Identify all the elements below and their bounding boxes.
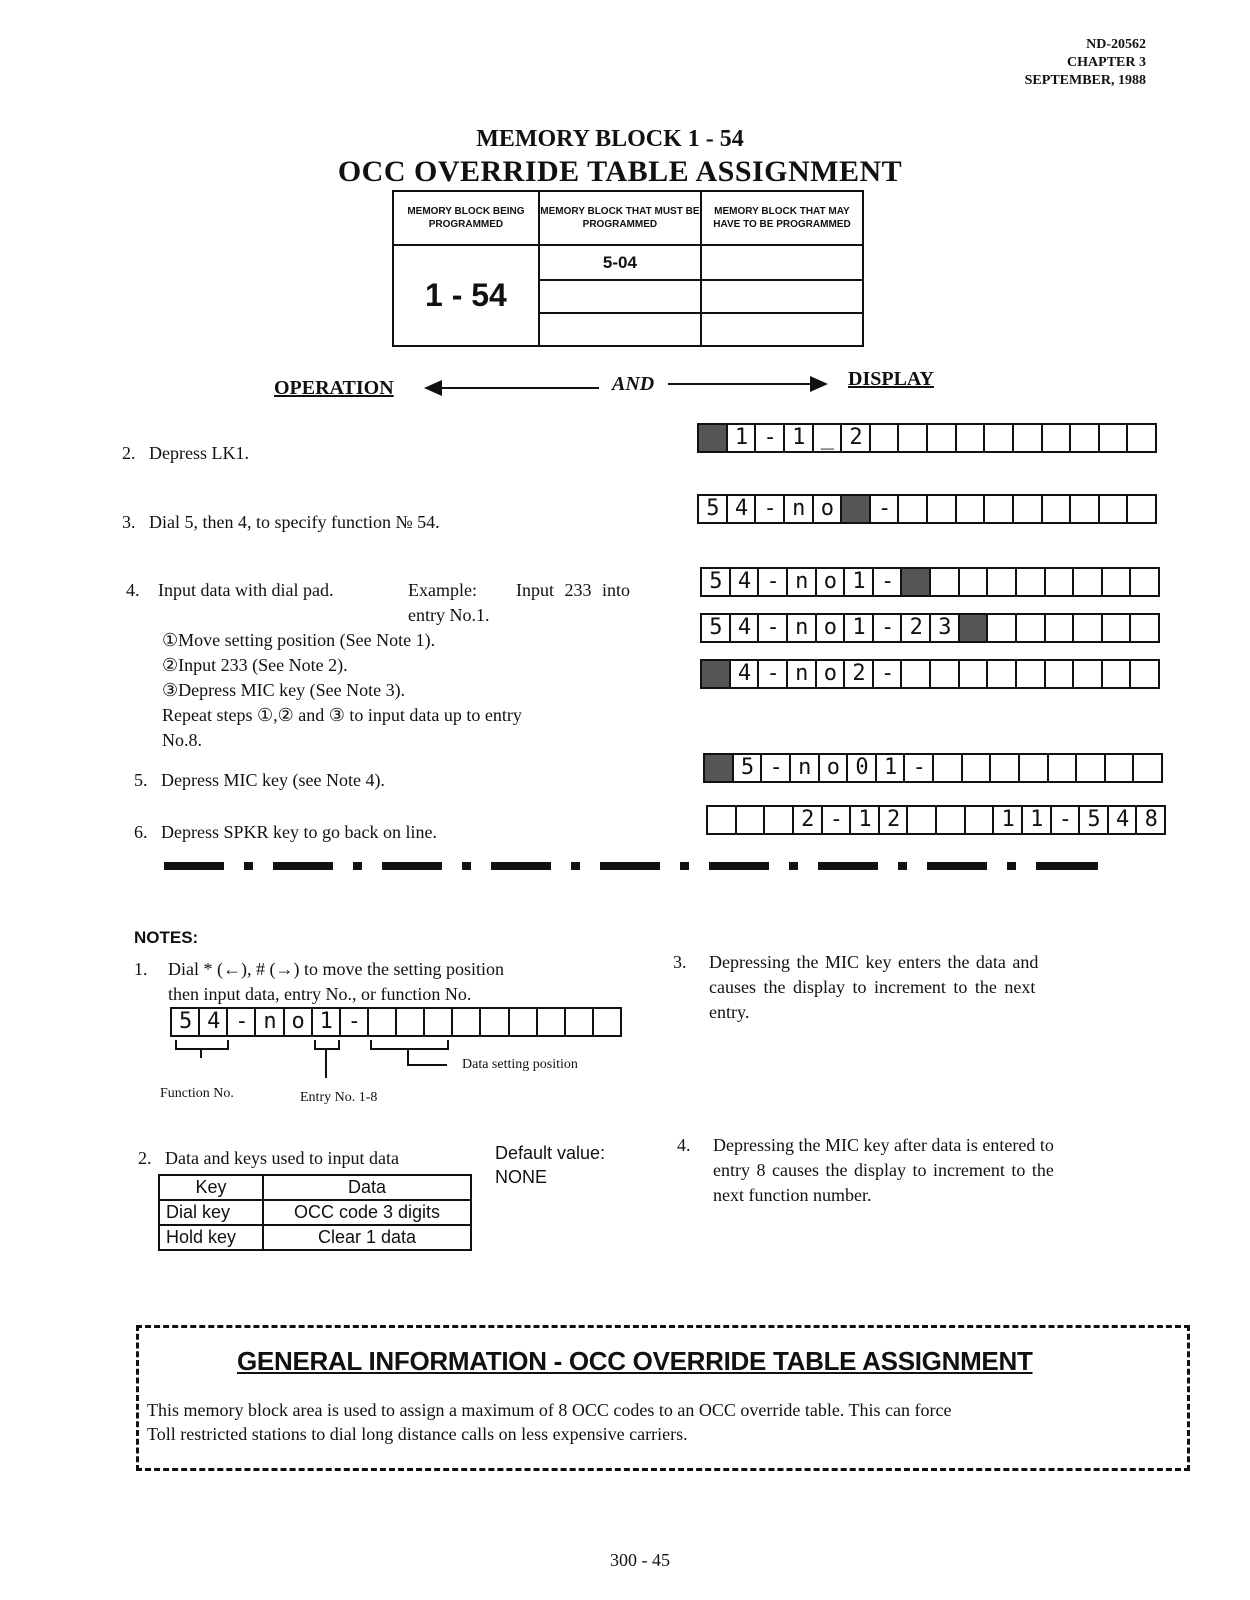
lcd-cell	[1046, 661, 1075, 687]
dash-short	[462, 862, 471, 870]
operation-label: OPERATION	[274, 377, 394, 399]
lcd-cell	[1103, 569, 1132, 595]
lcd-cell	[899, 496, 928, 522]
step-text: Dial 5, then 4, to specify function № 54.	[149, 512, 440, 532]
lcd-cell: o	[820, 755, 849, 781]
lcd-cell	[1128, 496, 1155, 522]
lcd-cell: -	[871, 496, 900, 522]
note-3	[673, 950, 1173, 1025]
lcd-cell	[928, 496, 957, 522]
lcd-display-step-4a	[700, 567, 1160, 597]
lcd-cell	[1071, 496, 1100, 522]
lcd-cell	[1100, 425, 1129, 451]
lcd-cell: 1	[1023, 807, 1052, 833]
step-text: Depress SPKR key to go back on line.	[161, 822, 437, 842]
step-text: Depress LK1.	[149, 443, 249, 463]
lcd-cell	[1131, 569, 1158, 595]
lcd-cell	[1014, 425, 1043, 451]
note-number: 4.	[677, 1135, 691, 1155]
key-header: Key	[159, 1175, 263, 1200]
col-being-programmed: MEMORY BLOCK BEING PROGRAMMED	[393, 191, 539, 245]
lcd-cell	[453, 1009, 481, 1035]
lcd-cell: n	[788, 661, 817, 687]
lcd-cell	[705, 755, 734, 781]
lcd-cell: 5	[1080, 807, 1109, 833]
note-3-line-1: Depressing the MIC key enters the data and	[709, 952, 1039, 972]
lcd-cell: 5	[702, 569, 731, 595]
left-arrow	[424, 387, 599, 389]
table-row	[159, 1200, 471, 1225]
function-bracket	[175, 1040, 229, 1050]
lcd-cell	[931, 661, 960, 687]
note-number: 2.	[138, 1148, 152, 1168]
lcd-cell: 4	[728, 496, 757, 522]
lcd-display-step-4b	[700, 613, 1160, 643]
lcd-cell: 3	[931, 615, 960, 641]
lcd-display-step-5	[703, 753, 1163, 783]
lcd-cell: 2	[842, 425, 871, 451]
notes-heading: NOTES:	[134, 928, 199, 947]
lcd-cell: -	[759, 569, 788, 595]
key-cell: Hold key	[159, 1225, 263, 1250]
default-value-text: NONE	[495, 1167, 548, 1187]
default-label: Default value:	[495, 1143, 606, 1163]
may-cell-1	[701, 245, 863, 280]
dash-short	[1007, 862, 1016, 870]
dash-separator	[164, 862, 1114, 870]
step-5	[134, 768, 385, 793]
note-2-text: Data and keys used to input data	[165, 1148, 399, 1168]
general-information-box	[136, 1325, 1190, 1471]
lcd-cell: -	[905, 755, 934, 781]
lcd-cell: 5	[172, 1009, 200, 1035]
step-3	[122, 510, 440, 535]
lcd-cell: n	[788, 569, 817, 595]
lcd-cell: 1	[728, 425, 757, 451]
entry-bracket-tick	[325, 1048, 327, 1078]
date-label: SEPTEMBER, 1988	[1024, 73, 1146, 88]
lcd-cell: _	[814, 425, 843, 451]
col-may-be-programmed: MEMORY BLOCK THAT MAY HAVE TO BE PROGRAMMED	[701, 191, 863, 245]
lcd-cell	[566, 1009, 594, 1035]
lcd-cell: 5	[699, 496, 728, 522]
lcd-cell: 1	[994, 807, 1023, 833]
step-number: 3.	[122, 512, 136, 532]
lcd-cell	[960, 615, 989, 641]
lcd-cell	[1043, 496, 1072, 522]
lcd-cell	[988, 569, 1017, 595]
key-data-table	[158, 1174, 472, 1251]
lcd-cell	[1014, 496, 1043, 522]
lcd-cell	[510, 1009, 538, 1035]
lcd-cell	[931, 569, 960, 595]
dash-long	[1036, 862, 1098, 870]
dash-short	[789, 862, 798, 870]
lcd-cell: 2	[902, 615, 931, 641]
note-3-line-2: causes the display to increment to the next	[709, 977, 1036, 997]
may-cell-3	[701, 313, 863, 346]
step-number: 2.	[122, 443, 136, 463]
and-label: AND	[612, 373, 655, 395]
lcd-cell	[481, 1009, 509, 1035]
lcd-cell	[737, 807, 766, 833]
dash-long	[709, 862, 769, 870]
page-title-memory-block: MEMORY BLOCK 1 - 54	[476, 126, 744, 152]
lcd-cell	[708, 807, 737, 833]
lcd-cell: 1	[313, 1009, 341, 1035]
lcd-cell: n	[256, 1009, 284, 1035]
page-title-main: OCC OVERRIDE TABLE ASSIGNMENT	[337, 155, 903, 188]
general-information-title: GENERAL INFORMATION - OCC OVERRIDE TABLE ASSIGNMENT	[237, 1346, 1033, 1376]
note-1-line-2: then input data, entry No., or function No.	[168, 984, 472, 1004]
substep-3: ③Depress MIC key (See Note 3).	[162, 680, 406, 700]
lcd-display-step-4c	[700, 659, 1160, 689]
lcd-cell: o	[817, 569, 846, 595]
note-4-line-3: next function number.	[713, 1185, 872, 1205]
lcd-cell	[1074, 615, 1103, 641]
lcd-cell: 4	[200, 1009, 228, 1035]
step-number: 4.	[126, 580, 140, 600]
example-text-cont: entry No.1.	[408, 605, 490, 625]
must-cell-3	[539, 313, 701, 346]
lcd-cell	[1106, 755, 1135, 781]
lcd-cell	[985, 496, 1014, 522]
example-label: Example:	[408, 580, 477, 600]
lcd-cell	[902, 661, 931, 687]
lcd-cell	[934, 755, 963, 781]
lcd-cell	[1046, 569, 1075, 595]
lcd-cell	[1046, 615, 1075, 641]
lcd-cell: 4	[731, 615, 760, 641]
display-label: DISPLAY	[848, 368, 934, 390]
right-arrow	[668, 383, 828, 385]
lcd-cell	[957, 496, 986, 522]
lcd-cell: 1	[845, 615, 874, 641]
lcd-cell	[1017, 615, 1046, 641]
entry-bracket	[314, 1040, 340, 1050]
substep-2: ②Input 233 (See Note 2).	[162, 655, 348, 675]
lcd-cell: o	[285, 1009, 313, 1035]
lcd-cell: -	[756, 425, 785, 451]
lcd-cell	[1074, 661, 1103, 687]
step-number: 6.	[134, 822, 148, 842]
lcd-cell: n	[791, 755, 820, 781]
lcd-cell	[908, 807, 937, 833]
step-text: Input data with dial pad.	[158, 580, 334, 600]
memory-block-table	[392, 190, 864, 347]
step-number: 5.	[134, 770, 148, 790]
step-2	[122, 441, 249, 466]
lcd-cell: -	[759, 615, 788, 641]
note-1-line-1: Dial * (←), # (→) to move the setting position	[168, 959, 504, 979]
chapter-label: CHAPTER 3	[1067, 55, 1146, 70]
dash-long	[273, 862, 333, 870]
lcd-cell	[425, 1009, 453, 1035]
lcd-display-note-example	[170, 1007, 622, 1037]
substep-1: ①Move setting position (See Note 1).	[162, 630, 436, 650]
lcd-cell	[1043, 425, 1072, 451]
lcd-cell: -	[228, 1009, 256, 1035]
lcd-cell	[1134, 755, 1161, 781]
lcd-cell	[1131, 615, 1158, 641]
dash-long	[818, 862, 878, 870]
lcd-cell: 2	[880, 807, 909, 833]
repeat-line-2: No.8.	[162, 730, 202, 750]
lcd-cell	[1077, 755, 1106, 781]
note-number: 1.	[134, 959, 148, 979]
lcd-cell: 1	[851, 807, 880, 833]
dash-long	[927, 862, 987, 870]
must-cell-1: 5-04	[539, 245, 701, 280]
key-cell: Dial key	[159, 1200, 263, 1225]
note-4-line-2: entry 8 causes the display to increment to the	[713, 1160, 1054, 1180]
lcd-cell: -	[874, 661, 903, 687]
lcd-cell: 1	[845, 569, 874, 595]
lcd-cell	[765, 807, 794, 833]
entry-no-label: Entry No. 1-8	[300, 1090, 378, 1105]
lcd-cell: n	[785, 496, 814, 522]
note-2	[138, 1146, 399, 1171]
lcd-cell	[985, 425, 1014, 451]
memory-block-being: 1 - 54	[393, 245, 539, 346]
data-setting-label: Data setting position	[462, 1057, 578, 1072]
lcd-display-step-6	[706, 805, 1166, 835]
lcd-cell	[702, 661, 731, 687]
lcd-cell	[1017, 661, 1046, 687]
lcd-cell	[902, 569, 931, 595]
function-no-label: Function No.	[160, 1086, 234, 1101]
page-number: 300 - 45	[610, 1550, 670, 1570]
lcd-cell	[397, 1009, 425, 1035]
lcd-cell	[1131, 661, 1158, 687]
lcd-cell: -	[341, 1009, 369, 1035]
lcd-cell	[928, 425, 957, 451]
note-1	[134, 957, 634, 1007]
data-cell: OCC code 3 digits	[263, 1200, 471, 1225]
dash-short	[898, 862, 907, 870]
dash-short	[571, 862, 580, 870]
document-header	[846, 36, 1146, 90]
lcd-cell	[966, 807, 995, 833]
lcd-cell	[1020, 755, 1049, 781]
must-cell-2	[539, 280, 701, 313]
data-header: Data	[263, 1175, 471, 1200]
general-information-line-2: Toll restricted stations to dial long distance calls on less expensive carriers.	[147, 1424, 688, 1444]
lcd-cell: o	[814, 496, 843, 522]
lcd-cell	[594, 1009, 620, 1035]
dash-short	[353, 862, 362, 870]
dash-short	[680, 862, 689, 870]
lcd-cell	[1017, 569, 1046, 595]
lcd-cell	[899, 425, 928, 451]
lcd-cell	[1074, 569, 1103, 595]
lcd-cell	[1103, 615, 1132, 641]
lcd-cell: -	[823, 807, 852, 833]
note-number: 3.	[673, 952, 687, 972]
lcd-cell	[1049, 755, 1078, 781]
dash-long	[382, 862, 442, 870]
dash-long	[491, 862, 551, 870]
lcd-cell: 4	[731, 661, 760, 687]
col-must-be-programmed: MEMORY BLOCK THAT MUST BE PROGRAMMED	[539, 191, 701, 245]
example-text: Input 233 into	[516, 580, 630, 600]
lcd-cell: 8	[1144, 807, 1157, 832]
general-information-line-1: This memory block area is used to assign a maximum of 8 OCC codes to an OCC override table. This can force	[147, 1400, 952, 1420]
step-text: Depress MIC key (see Note 4).	[161, 770, 385, 790]
general-information-text	[147, 1398, 1177, 1446]
lcd-cell	[1071, 425, 1100, 451]
lcd-cell	[988, 615, 1017, 641]
data-cell: Clear 1 data	[263, 1225, 471, 1250]
repeat-line-1: Repeat steps ①,② and ③ to input data up to entry	[162, 705, 522, 725]
lcd-cell: -	[1052, 807, 1081, 833]
lcd-cell	[937, 807, 966, 833]
lcd-cell: -	[756, 496, 785, 522]
lcd-cell: -	[759, 661, 788, 687]
lcd-cell	[960, 661, 989, 687]
default-value	[495, 1141, 605, 1189]
lcd-cell: o	[817, 615, 846, 641]
dash-short	[244, 862, 253, 870]
lcd-cell: 5	[702, 615, 731, 641]
step-4	[126, 578, 686, 753]
lcd-cell	[842, 496, 871, 522]
lcd-cell: 1	[785, 425, 814, 451]
lcd-cell: -	[762, 755, 791, 781]
lcd-cell: -	[874, 615, 903, 641]
lcd-cell: 4	[731, 569, 760, 595]
lcd-cell	[1128, 425, 1155, 451]
lcd-display-step-2	[697, 423, 1157, 453]
lcd-cell: 2	[794, 807, 823, 833]
note-3-line-3: entry.	[709, 1002, 750, 1022]
lcd-cell: 5	[734, 755, 763, 781]
lcd-cell: n	[788, 615, 817, 641]
table-row	[159, 1225, 471, 1250]
lcd-cell	[538, 1009, 566, 1035]
dash-long	[164, 862, 224, 870]
lcd-cell: 4	[1109, 807, 1138, 833]
dash-long	[600, 862, 660, 870]
data-bracket	[370, 1040, 449, 1050]
lcd-display-step-3	[697, 494, 1157, 524]
lcd-cell	[871, 425, 900, 451]
lcd-cell	[1100, 496, 1129, 522]
lcd-cell	[699, 425, 728, 451]
lcd-cell: 0	[848, 755, 877, 781]
lcd-cell	[1103, 661, 1132, 687]
lcd-cell	[988, 661, 1017, 687]
lcd-cell	[991, 755, 1020, 781]
lcd-cell	[963, 755, 992, 781]
lcd-cell	[369, 1009, 397, 1035]
function-bracket-tick	[200, 1048, 202, 1058]
lcd-cell	[957, 425, 986, 451]
lcd-cell: o	[817, 661, 846, 687]
lcd-cell: 2	[845, 661, 874, 687]
data-leader-line	[407, 1064, 447, 1066]
step-6	[134, 820, 437, 845]
may-cell-2	[701, 280, 863, 313]
doc-number: ND-20562	[1086, 37, 1146, 52]
note-4-line-1: Depressing the MIC key after data is entered to	[713, 1135, 1054, 1155]
data-bracket-tick	[407, 1048, 409, 1064]
lcd-cell: -	[874, 569, 903, 595]
lcd-cell	[960, 569, 989, 595]
lcd-cell: 1	[877, 755, 906, 781]
note-4	[677, 1133, 1177, 1208]
